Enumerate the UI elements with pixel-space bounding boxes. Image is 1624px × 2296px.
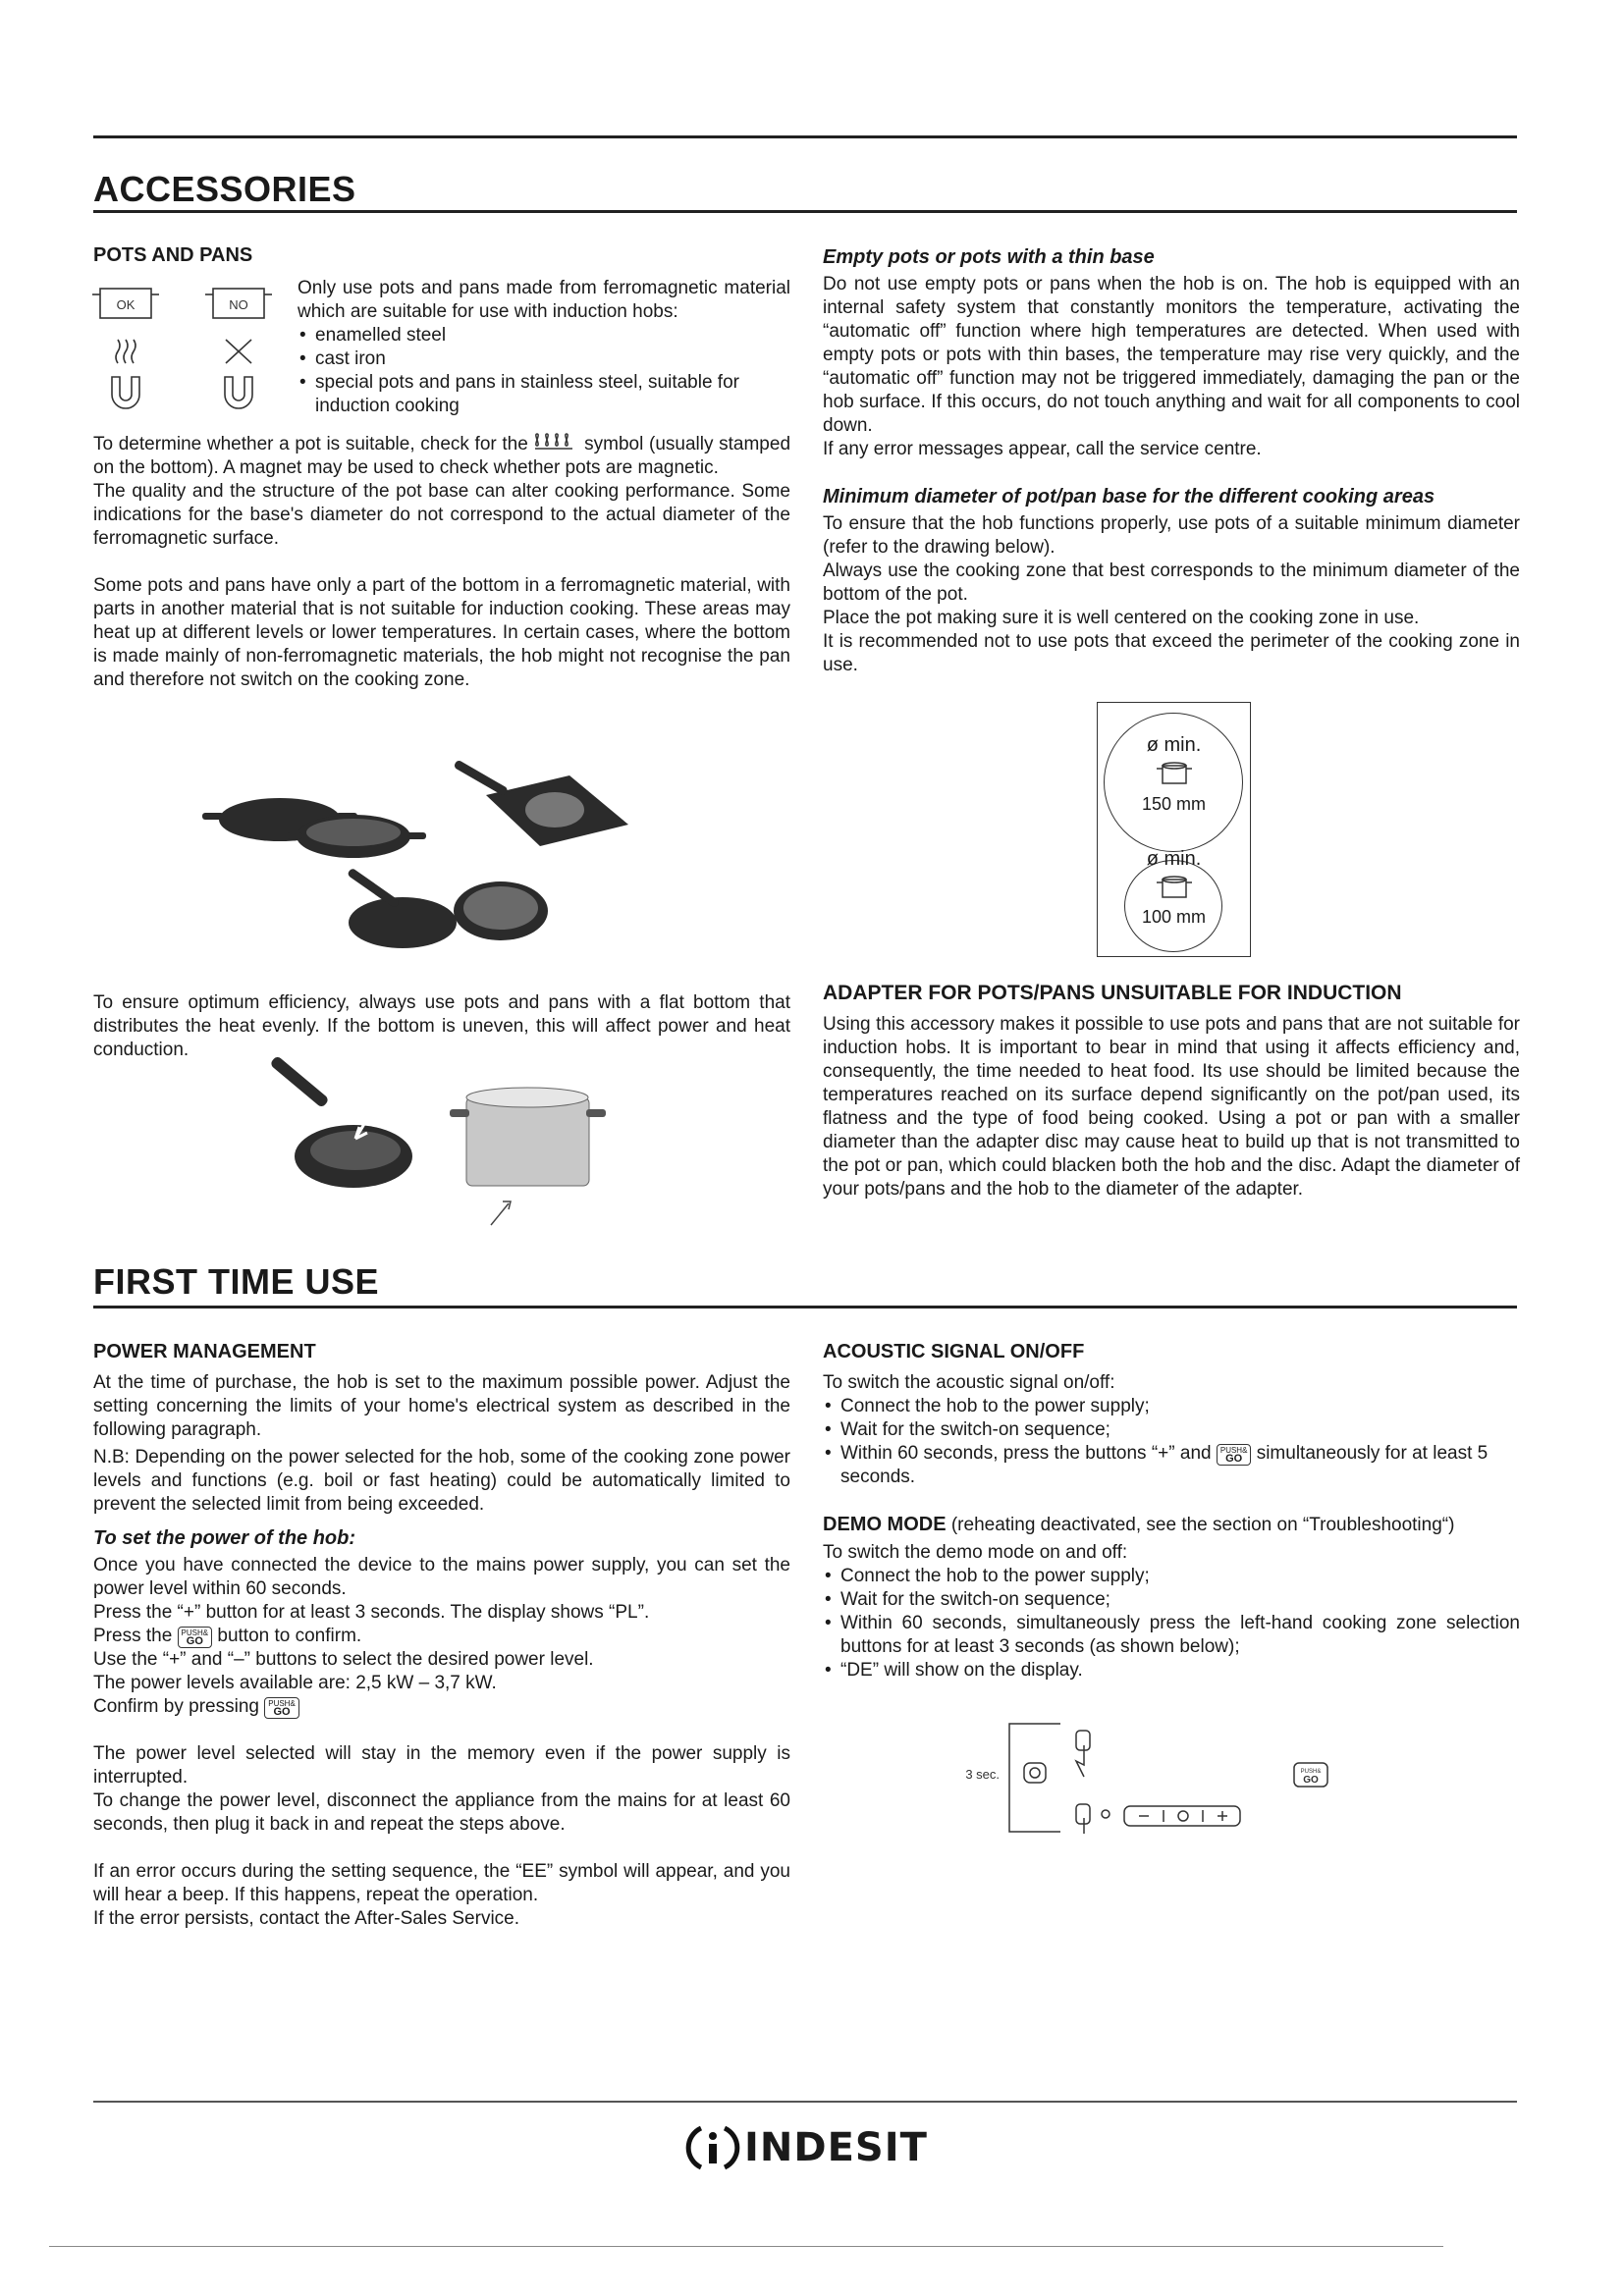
min-diameter-diagram [1097, 702, 1251, 957]
first-use-title: FIRST TIME USE [93, 1261, 380, 1302]
flat-bottom-illustration [245, 1068, 628, 1235]
empty-pots-error: If any error messages appear, call the service centre. [823, 439, 1262, 459]
acoustic-step-3-a: Within 60 seconds, press the buttons [840, 1443, 1147, 1464]
pots-symbol-text-a: To determine whether a pot is suitable, check for the [93, 434, 528, 454]
power-step-4: Use the “+” and “–” buttons to select the desired power level. [93, 1649, 594, 1670]
power-p6: If the error persists, contact the After-Sales Service. [93, 1908, 520, 1929]
empty-pots-section [823, 245, 1520, 677]
acoustic-step-3-b: “+” and [1151, 1443, 1212, 1464]
brand-logo [687, 2122, 928, 2173]
svg-text:OK: OK [116, 297, 135, 312]
push-go-icon [264, 1697, 299, 1719]
min-diameter-p2: Always use the cooking zone that best corresponds to the minimum diameter of the bottom of the pot. [823, 561, 1520, 605]
list-item: • Connect the hob to the power supply; [823, 1565, 1520, 1588]
power-step-3-b: button to confirm. [217, 1626, 362, 1646]
pots-intro-block [298, 277, 790, 418]
demo-heading: DEMO MODE [823, 1514, 947, 1535]
flat-bottom-paragraph: To ensure optimum efficiency, always use pots and pans with a flat bottom that distributes the heat evenly. If the bottom is uneven, this will affect power and heat conduction. [93, 992, 790, 1060]
power-step-5: The power levels available are: 2,5 kW – 3,7 kW. [93, 1673, 497, 1693]
go-line2: GO [273, 1706, 291, 1718]
power-p4: To change the power level, disconnect the appliance from the mains for at least 60 seconds, then plug it back in and repeat the steps above. [93, 1790, 790, 1835]
min-diameter-p3: Place the pot making sure it is well centered on the cooking zone in use. [823, 608, 1420, 628]
list-item: • enamelled steel [298, 324, 790, 347]
min-diameter-p1: To ensure that the hob functions properly, use pots of a suitable minimum diameter (refer to the drawing below). [823, 513, 1520, 558]
push-go-icon [178, 1627, 213, 1648]
list-item: • special pots and pans in stainless steel, suitable for induction cooking [298, 371, 790, 418]
indesit-logo-icon [687, 2122, 738, 2173]
brand-name: INDESIT [744, 2125, 928, 2170]
pots-quality-paragraph: The quality and the structure of the pot base can alter cooking performance. Some indications for the base's diameter do not correspond to the actual diameter of the ferromagnetic surface. [93, 481, 790, 549]
pot-suitability-icon [90, 283, 287, 420]
pot-icon [1155, 872, 1194, 901]
demo-steps [823, 1565, 1520, 1682]
induction-coil-icon [533, 432, 578, 452]
demo-heading-line [823, 1513, 1520, 1537]
acoustic-intro: To switch the acoustic signal on/off: [823, 1372, 1115, 1393]
go-line1: PUSH& [1219, 1446, 1248, 1455]
list-item: • “DE” will show on the display. [823, 1659, 1520, 1682]
demo-heading-note: (reheating deactivated, see the section on “Troubleshooting“) [950, 1515, 1455, 1535]
power-p5: If an error occurs during the setting sequence, the “EE” symbol will appear, and you will hear a beep. If this happens, repeat the operation. [93, 1861, 790, 1905]
pots-material-list [298, 324, 790, 418]
top-rule [93, 135, 1517, 138]
demo-time-label: 3 sec. [965, 1767, 1000, 1782]
demo-mode-diagram [965, 1716, 1375, 1839]
go-line1: PUSH& [181, 1629, 209, 1637]
acoustic-step-3-c: simultaneously for at least 5 seconds. [840, 1443, 1489, 1487]
acoustic-heading: ACOUSTIC SIGNAL ON/OFF [823, 1341, 1085, 1362]
power-management-section [93, 1340, 790, 1931]
list-item: • Wait for the switch-on sequence; [823, 1418, 1520, 1442]
list-item: • cast iron [298, 347, 790, 371]
list-item: • Within 60 seconds, simultaneously press the left-hand cooking zone selection buttons for at least 3 seconds (as shown below); [823, 1612, 1520, 1659]
accessories-title: ACCESSORIES [93, 169, 356, 209]
zone-150-label: ø min. [1146, 734, 1202, 756]
power-step-1: Once you have connected the device to the mains power supply, you can set the power level within 60 seconds. [93, 1555, 790, 1599]
zone-150-value: 150 mm [1141, 794, 1207, 814]
pans-illustration [206, 766, 677, 962]
pots-body [93, 432, 790, 692]
list-item [823, 1442, 1520, 1489]
first-use-rule [93, 1306, 1517, 1308]
zone-100-label: ø min. [1146, 848, 1202, 870]
empty-pots-heading: Empty pots or pots with a thin base [823, 246, 1155, 268]
pots-intro: Only use pots and pans made from ferromagnetic material which are suitable for use with induction hobs: [298, 278, 790, 322]
go-line1: PUSH& [1300, 1769, 1322, 1775]
power-step-3-a: Press the [93, 1626, 173, 1646]
svg-text:NO: NO [229, 297, 248, 312]
ok-no-icons [90, 283, 287, 420]
go-line2: GO [1303, 1775, 1319, 1786]
accessories-rule [93, 210, 1517, 213]
adapter-paragraph: Using this accessory makes it possible to use pots and pans that are not suitable for induction hobs. It is important to bear in mind that using it affects efficiency and, consequently, the time needed to heat food. Its use should be limited because the temperatures reached on its surface depend significantly on the pot/pan used, its flatness and the type of food being cooked. Using a pot or pan with a smaller diameter than the adapter disc may cause heat to build up that is not transmitted to the pot or pan, which could blacken both the hob and the disc. Adapt the diameter of your pots/pans and the hob to the diameter of the adapter. [823, 1014, 1520, 1200]
flat-bottom-block [93, 991, 790, 1062]
pots-symbol-paragraph [93, 432, 790, 480]
power-step-6 [93, 1695, 790, 1719]
pots-partial-paragraph: Some pots and pans have only a part of the bottom in a ferromagnetic material, with parts in another material that is not suitable for induction cooking. These areas may heat up at different levels or lower temperatures. In certain cases, where the bottom is made mainly of non-ferromagnetic materials, the hob might not recognise the pan and therefore not switch on the cooking zone. [93, 575, 790, 690]
power-p1: At the time of purchase, the hob is set to the maximum possible power. Adjust the setting concerning the limits of your home's electrical system as described in the following paragraph. [93, 1372, 790, 1440]
power-heading: POWER MANAGEMENT [93, 1341, 316, 1362]
power-note: N.B: Depending on the power selected for the hob, some of the cooking zone power levels and functions (e.g. boil or fast heating) could be automatically limited to prevent the selected limit from being exceeded. [93, 1447, 790, 1515]
min-diameter-heading: Minimum diameter of pot/pan base for the different cooking areas [823, 486, 1435, 507]
power-step-3 [93, 1625, 790, 1648]
adapter-heading: ADAPTER FOR POTS/PANS UNSUITABLE FOR INDUCTION [823, 982, 1402, 1004]
demo-intro: To switch the demo mode on and off: [823, 1542, 1128, 1563]
min-diameter-p4: It is recommended not to use pots that exceed the perimeter of the cooking zone in use. [823, 631, 1520, 675]
acoustic-steps [823, 1395, 1520, 1489]
go-line2: GO [1225, 1453, 1243, 1465]
go-line2: GO [186, 1635, 203, 1647]
pots-pans-heading: POTS AND PANS [93, 244, 253, 266]
pots-pans-section [93, 243, 790, 275]
footer-rule [93, 2101, 1517, 2103]
push-go-icon [1217, 1444, 1252, 1466]
power-subheading: To set the power of the hob: [93, 1527, 356, 1549]
adapter-section [823, 982, 1520, 1201]
zone-100-value: 100 mm [1141, 907, 1207, 927]
bottom-rule [49, 2246, 1443, 2247]
power-p3: The power level selected will stay in the memory even if the power supply is interrupted. [93, 1743, 790, 1788]
empty-pots-paragraph: Do not use empty pots or pans when the hob is on. The hob is equipped with an internal safety system that constantly monitors the temperature, activating the “automatic off” function where high temperatures are detected. When used with empty pots or pots with thin bases, the temperature may rise very quickly, and the “automatic off” function may not be triggered immediately, damaging the pan or the hob surface. If this occurs, do not touch anything and wait for all components to cool down. [823, 274, 1520, 436]
go-line1: PUSH& [268, 1699, 296, 1708]
pots-symbol-text-b: symbol (usually stamped on the bottom). A magnet may be used to check whether pots are magnetic. [93, 434, 791, 478]
list-item: • Wait for the switch-on sequence; [823, 1588, 1520, 1612]
list-item: • Connect the hob to the power supply; [823, 1395, 1520, 1418]
power-step-6-text: Confirm by pressing [93, 1696, 259, 1717]
power-step-2: Press the “+” button for at least 3 seconds. The display shows “PL”. [93, 1602, 650, 1623]
acoustic-section [823, 1340, 1520, 1682]
pot-icon [1155, 758, 1194, 787]
